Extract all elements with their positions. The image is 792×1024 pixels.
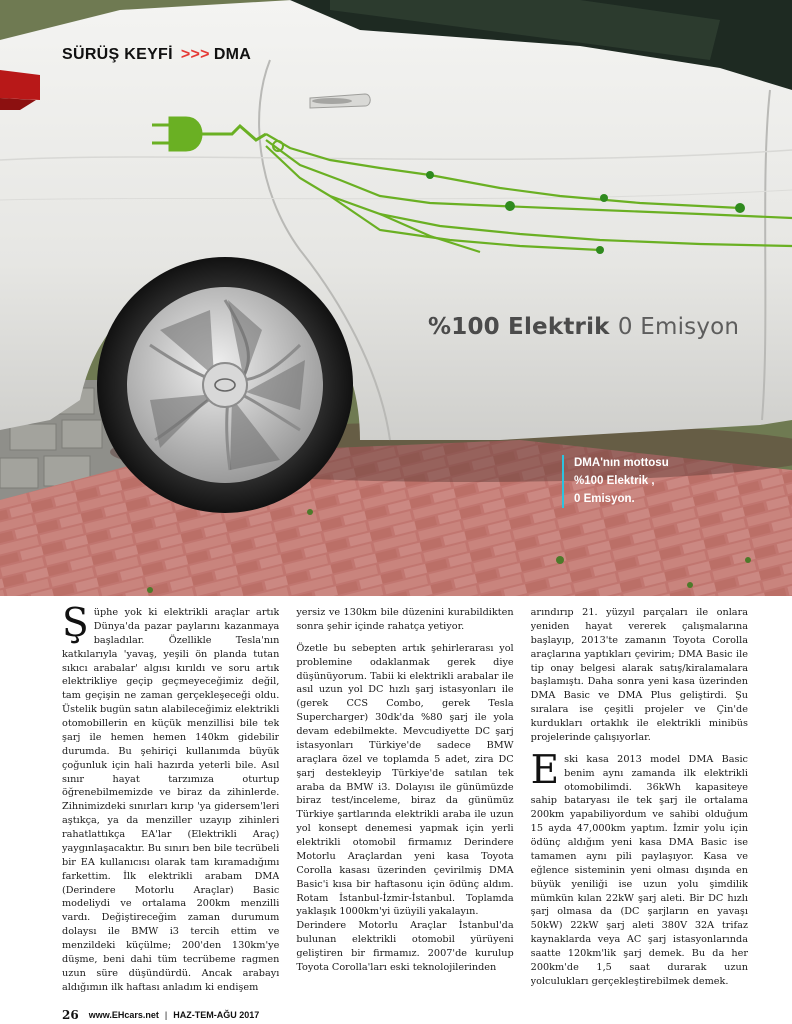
article-column-3	[531, 606, 748, 998]
paragraph-text: ski kasa 2013 model DMA Basic benim aynı zamanda ilk elektrikli otomobilimdi. 36kWh kapasiteye sahip bataryası ile tek şarj ile ortalama 200km yapabiliyordum ve sahibi olduğum 15 ayda 47,000km yaptım. İzmir yolu için ödünç aldığım yeni kasa DMA Basic ise tamamen aynı pili paylaşıyor. Kasa ve eğlence sisteminin yeni olması dışında en büyük yeniliği ise uzun yolu şimdilik mümkün kılan 22kW şarj aleti. Bir DC hızlı şarj olmasa da (DC şarjların en yavaşı 50kW) 22kW şarj aleti 380V 32A trifaz kaynaklarda veya AC şarj istasyonlarında saatte 120km'lik şarj demek. Bu da her 200km'de 1,5 saat durarak uzun yolculukları gerçekleştirebilmek demek.	[530, 753, 748, 987]
footer-site-link[interactable]: www.EHcars.net	[88, 1010, 159, 1020]
caption-line: 0 Emisyon.	[574, 492, 635, 505]
caption-line: %100 Elektrik ,	[574, 474, 655, 487]
photo-caption	[562, 455, 682, 508]
section-subtitle: DMA	[213, 46, 252, 63]
article-column-2	[296, 606, 513, 998]
article-body	[62, 606, 748, 998]
article-paragraph: Özetle bu sebepten artık şehirlerarası yol problemine odaklanmak gerek diye düşünüyorum. Tabii ki elektrikli arabalar ile asıl uzun yol DC hızlı şarj istasyonları ile (gerek CCS Combo, gerek Tesla Supercharger) 30dk'da %80 şarj ile yola devam edebilmekte. Mevcudiyette DC şarj istasyonları Türkiye'de sadece BMW araçlara özel ve toplamda 5 adet, zira DC şarj destekleyip Türkiye'de satılan tek araba da BMW i3. Dolayısı ile günümüzde biraz test/inceleme, biraz da günümüz Türkiye şartlarında elektrikli araba ile uzun yol konsept denemesi yapmak için yerli elektrikli otomobil firmamız Derindere Motorlu Araçlardan yeni kasa Toyota Corolla kasası üzerinden çevirilmiş DMA Basic'i kısa bir haftasonu için ödünç aldım. Rotam İstanbul-İzmir-İstanbul. Toplamda yaklaşık 1000km'yi üzüyili yakalayın.	[296, 642, 514, 918]
decal-bold-text: %100 Elektrik	[428, 314, 610, 340]
car-decal-slogan	[428, 314, 739, 340]
page-number: 26	[62, 1008, 79, 1022]
article-paragraph: Derindere Motorlu Araçlar İstanbul'da bulunan elektrikli otomobil yürüyeni geliştiren bir firmamız. 2007'de kurulup Toyota Corolla'ları eski teknolojilerinden	[296, 920, 514, 973]
article-column-1	[62, 606, 279, 998]
footer-separator: |	[164, 1010, 168, 1020]
caption-line: DMA'nın mottosu	[574, 457, 669, 469]
section-header	[62, 46, 251, 64]
article-paragraph	[530, 747, 748, 989]
footer-issue: HAZ-TEM-AĞU 2017	[173, 1010, 260, 1020]
drop-cap: E	[530, 747, 560, 793]
article-paragraph: arındırıp 21. yüzyıl parçaları ile onlara yeniden hayat vererek çalışmalarına başlayıp, 2013'te zamanın Toyota Corolla araçlarına yaptıkları çevirim; DMA Basic ile tip onay belgesi alarak satış/kiralamalara başlamıştı. Daha sonra yeni kasa üzerinden DMA Basic ve DMA Plus geliştirdi. Şu sıralara ise çeşitli projeler ve Çin'de kurdukları ortaklık ile elektrikli minibüs projelerinde çalışıyorlar.	[530, 607, 748, 743]
section-arrows: >>>	[180, 46, 210, 63]
section-title: SÜRÜŞ KEYFİ	[62, 46, 173, 63]
drop-cap: Ş	[62, 606, 89, 646]
decal-light-text: 0 Emisyon	[617, 314, 740, 340]
article-paragraph	[62, 606, 279, 995]
paragraph-text: üphe yok ki elektrikli araçlar artık Dünya'da pazar paylarını kazanmaya başladılar. Özellikle Tesla'nın katkılarıyla 'yavaş, yeşili ön planda tutan sıkıcı arabalar' algısı kırıldı ve soru artık elektrikliye geçip geçmeyeceğimiz değil, tam geçişin ne zaman gerçekleşeceği oldu. Üstelik bugün satın alabileceğimiz elektrikli otomobillerin en küçük menzillisi bile tek şarj ile hemen hemen 140km gidebilir durumda. Bu şehiriçi kullanımda büyük çoğunluk için hali hazırda yeterli bile. Asıl sınır hayat tarzımıza oturtup öğrenebilmemizde ve biraz da zihinlerde. Zihnimizdeki sınırları kırıp 'ya gidersem'leri aştıkça, ya da menziller uzayıp zihinleri rahatlattıkça EA'lar (Elektrikli Araç) yaygınlaşacaktır. Bu sınırı ben bile tecrübeli bir EA kullanıcısı olarak tam kıramadığımı farkettim. İlk elektrikli arabam DMA (Derindere Motorlu Araçlar) Basic modeliydi ve ortalama 200km menzilli vardı. Değiştireceğim zaman durumum dolaysı ile BMW i3 tercih ettim ve menzildeki küçülme; 200'den 130km'ye düşme, beni dahi tüm tecrübeme ragmen uzun süre düşündürdü. Ancak arabayı aldığımın ilk haftası anladım ki endişem	[62, 607, 280, 993]
article-paragraph: yersiz ve 130km bile düzenini kurabildikten sonra şehir içinde rahatça yetiyor.	[296, 607, 514, 632]
page-footer	[62, 1008, 259, 1022]
